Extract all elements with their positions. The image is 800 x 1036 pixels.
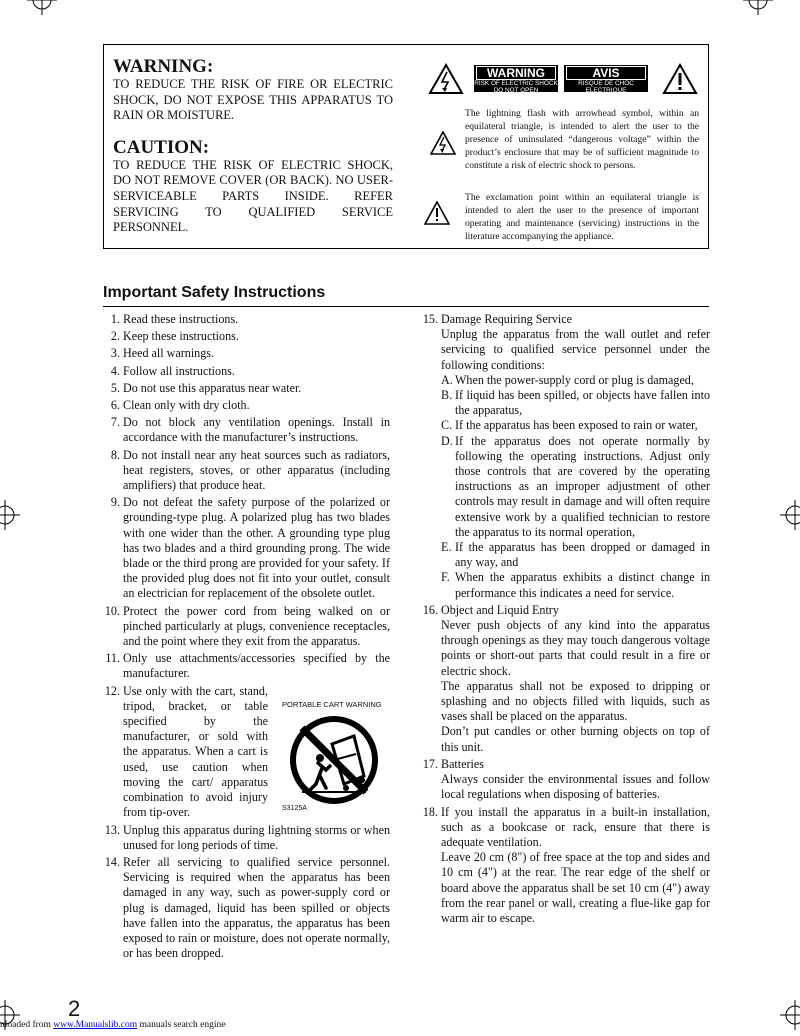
item-number: 15. [422,312,438,326]
list-item [418,805,710,927]
page-number: 2 [68,996,81,1021]
list-item [100,495,390,601]
exclamation-triangle-icon [662,63,698,95]
item-number: 8. [110,447,120,462]
registration-mark-icon [780,1000,800,1030]
list-item [100,823,390,853]
item-number: 17. [422,756,438,771]
right-column [418,312,710,928]
item-title: Damage Requiring Service [441,312,572,326]
list-item [418,312,710,601]
item-number: 11. [105,651,120,666]
item-text [441,805,710,927]
footer-prefix: nloaded from [0,1020,54,1030]
sub-letter: D. [441,433,453,448]
item-paragraph: The apparatus shall not be exposed to dripping or splashing and no objects filled with liquids, such as vases shall be placed on the apparatus. [441,678,710,724]
shock-labels [474,65,650,101]
item-number: 10. [104,603,120,618]
item-text: Only use attachments/accessories specified by the manufacturer. [123,651,390,681]
item-number: 5. [110,380,120,395]
avis-label [564,65,648,101]
sub-text: If the apparatus has been dropped or damaged in any way, and [455,540,710,570]
footer-source [0,1020,226,1030]
list-item [418,757,710,803]
warning-box [103,44,709,249]
manualslib-link[interactable]: www.Manualslib.com [53,1020,138,1030]
item-text: Keep these instructions. [123,329,239,344]
item-text: Read these instructions. [123,312,239,326]
item-paragraph: Leave 20 cm (8") of free space at the top and sides and 10 cm (4") at the rear. The rear edge of the shelf or board above the apparatus shall be set 10 cm (4") away from the rear panel or wall, creating a flue-like gap for warm air to escape. [441,850,710,925]
item-number: 14. [104,854,120,869]
item-number: 13. [104,822,120,837]
item-paragraph: Never push objects of any kind into the apparatus through openings as they may touch dangerous voltage points or short-out parts that could result in a fire or electric shock. [441,618,710,678]
item-text: Protect the power cord from being walked on or pinched particularly at plugs, convenience receptacles, and the point where they exit from the apparatus. [123,603,390,649]
warning-label-title: WARNING [476,66,556,80]
registration-mark-icon [0,500,20,530]
list-item [100,364,390,379]
sub-letter: A. [441,372,453,387]
registration-mark-icon [27,0,57,15]
cart-caption: PORTABLE CART WARNING [282,700,382,709]
footer-suffix: manuals search engine [137,1020,226,1030]
item-paragraph: Don’t put candles or other burning objects on top of this unit. [441,724,710,754]
warning-label-line2: DO NOT OPEN [493,87,539,94]
item-text: Use only with the cart, stand, tripod, bracket, or table specified by the manufacturer, or sold with the apparatus. When a cart is used, use caution when moving the cart/ apparatus combination to avoid injury from tip-over. [123,683,268,820]
item-title: Object and Liquid Entry [441,602,559,617]
list-item [100,312,390,327]
left-column [100,312,390,963]
item-number: 6. [110,398,120,413]
list-item [100,346,390,361]
list-item [100,604,390,650]
sub-item [441,540,710,570]
list-item [100,855,390,961]
sub-letter: E. [441,540,452,555]
item-text [441,757,710,803]
avis-label-title: AVIS [566,66,646,80]
item-number: 18. [422,804,438,819]
caution-heading: CAUTION: [113,136,210,158]
sub-item [441,570,710,600]
warning-caution-column [113,57,393,236]
warning-label-line1: RISK OF ELECTRIC SHOCK [474,80,558,87]
warning-label [474,65,558,92]
cart-tip-over-icon [288,714,380,806]
sub-text: When the apparatus exhibits a distinct change in performance this indicates a need for service. [455,570,710,600]
item-text: Heed all warnings. [123,346,215,361]
item-paragraph: If you install the apparatus in a built-in installation, such as a bookcase or rack, ensure that there is adequate ventilation. [441,804,710,849]
item-text: Follow all instructions. [123,363,235,378]
sub-item [441,388,710,418]
item-text: Do not use this apparatus near water. [123,380,302,395]
portable-cart-warning [280,700,390,820]
item-number: 7. [110,415,120,430]
list-item [100,448,390,494]
section-divider [103,306,709,307]
item-text: Refer all servicing to qualified service personnel. Servicing is required when the apparatus has been damaged in any way, such as power-supply cord or plug is damaged, liquid has been spilled or objects have fallen into the apparatus, the apparatus has been exposed to rain or moisture, does not operate normally, or has been dropped. [123,854,390,961]
item-title: Batteries [441,756,484,771]
sub-item [441,434,710,540]
avis-label-line2: NE PAS OUVRIR [581,94,631,101]
lightning-triangle-icon [428,63,464,95]
sub-text: If the apparatus does not operate normally by following the operating instructions. Adjust only those controls that are covered by the operating instructions as an improper adjustment of other controls may result in damage and will often require extensive work by a qualified technician to restore the apparatus to its normal operation, [455,433,710,539]
list-item [100,415,390,445]
item-paragraph: Unplug the apparatus from the wall outlet and refer servicing to qualified service personnel under the following conditions: [441,327,710,372]
item-number: 3. [110,346,120,361]
sub-item [441,373,710,388]
registration-mark-icon [743,0,773,15]
item-text [441,603,710,755]
item-text: Do not block any ventilation openings. Install in accordance with the manufacturer’s instructions. [123,415,390,445]
sub-letter: B. [441,388,453,403]
list-item [418,603,710,755]
exclamation-triangle-icon [424,201,450,225]
avis-label-line1: RISQUE DE CHOC ELECTRIQUE [578,80,634,94]
list-item [100,398,390,413]
item-text: Unplug this apparatus during lightning storms or when unused for long periods of time. [123,822,390,852]
item-paragraph: Always consider the environmental issues and follow local regulations when disposing of batteries. [441,772,710,802]
item-number: 2. [110,329,120,344]
cart-code: S3125A [282,805,307,812]
warning-heading: WARNING: [113,56,214,77]
sub-letter: C. [441,418,453,433]
caution-text: TO REDUCE THE RISK OF ELECTRIC SHOCK, DO NOT REMOVE COVER (OR BACK). NO USER-SERVICEABLE PARTS INSIDE. REFER SERVICING TO QUALIFIED SERVICE PERSONNEL. [113,157,393,235]
sub-text: When the power-supply cord or plug is damaged, [455,372,694,387]
item-number: 9. [110,495,120,510]
item-number: 1. [110,312,120,326]
lightning-explanation: The lightning flash with arrowhead symbol, within an equilateral triangle, is intended to alert the user to the presence of uninsulated “dangerous voltage” within the product’s enclosure that may be of sufficient magnitude to constitute a risk of electric shock to persons. [465,108,699,171]
sub-item [441,418,710,433]
item-number: 12. [104,683,120,698]
list-item [100,329,390,344]
list-item [100,651,390,681]
item-number: 16. [422,602,438,617]
exclamation-explanation: The exclamation point within an equilateral triangle is intended to alert the user to the presence of important operating and maintenance (servicing) instructions in the literature accompanying the appliance. [465,192,699,242]
list-item [100,381,390,396]
item-number: 4. [110,363,120,378]
item-text: Do not defeat the safety purpose of the polarized or grounding-type plug. A polarized plug has two blades with one wider than the other. A grounding type plug has two blades and a third grounding prong. The wide blade or the third prong are provided for your safety. If the provided plug does not fit into your outlet, consult an electrician for replacement of the obsolete outlet. [123,495,390,601]
warning-text: TO REDUCE THE RISK OF FIRE OR ELECTRIC SHOCK, DO NOT EXPOSE THIS APPARATUS TO RAIN OR MOISTURE. [113,77,393,123]
registration-mark-icon [780,500,800,530]
item-text: Do not install near any heat sources such as radiators, heat registers, stoves, or other apparatus (including amplifiers) that produce heat. [123,447,390,493]
sub-text: If liquid has been spilled, or objects have fallen into the apparatus, [455,388,710,418]
section-title: Important Safety Instructions [103,284,326,301]
item-text: Clean only with dry cloth. [123,398,250,413]
lightning-triangle-icon [430,131,456,155]
item-text [441,312,710,601]
sub-text: If the apparatus has been exposed to rain or water, [455,418,698,433]
sub-letter: F. [441,570,450,585]
